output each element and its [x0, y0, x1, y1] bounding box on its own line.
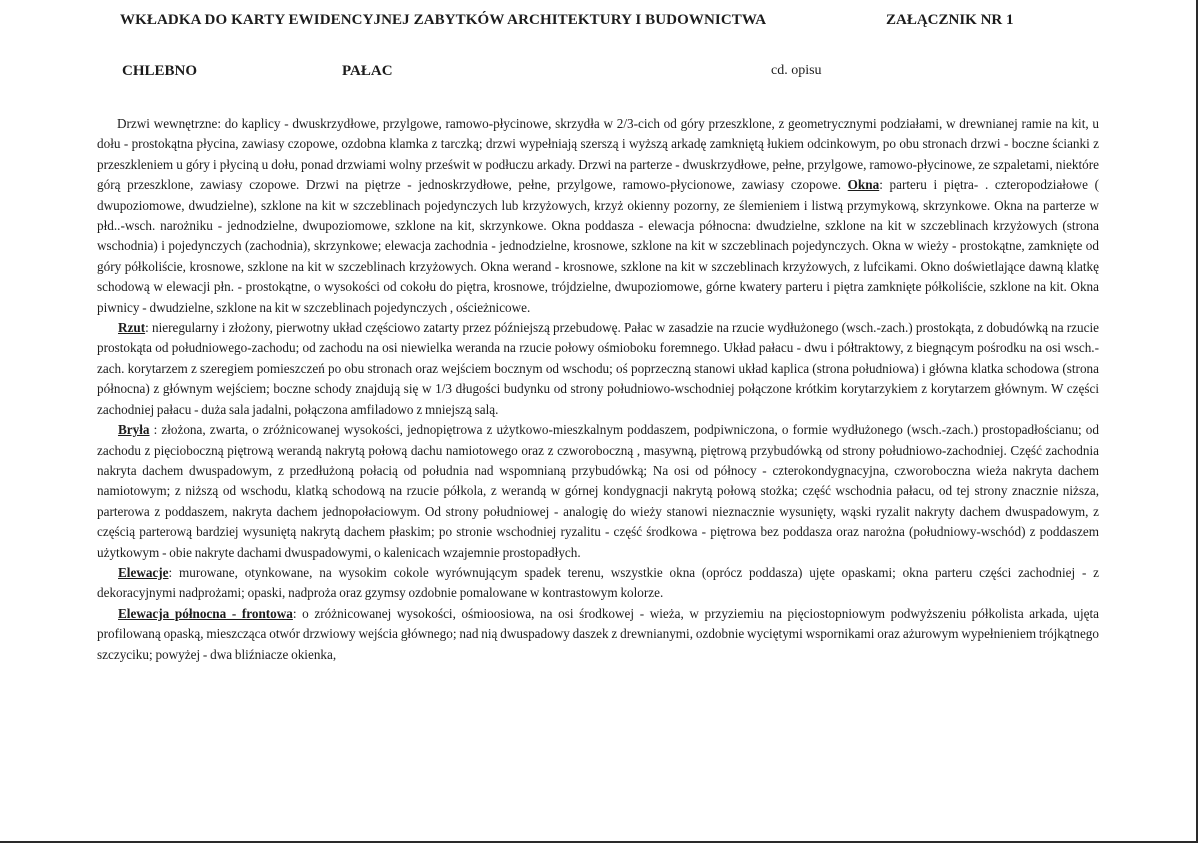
continuation-note: cd. opisu	[771, 63, 822, 78]
annex-label: ZAŁĄCZNIK NR 1	[886, 12, 1014, 28]
paragraph-north-elevation	[97, 604, 1099, 665]
place-name: CHLEBNO	[122, 63, 198, 79]
section-heading-plan: Rzut	[118, 320, 146, 336]
paragraph-text: : nieregularny i złożony, pierwotny układ częściowo zatarty przez późniejszą przebudowę. Pałac w zasadzie na rzucie wydłużonego (wsch.-zach.) prostokąta, z dobudówką na rzucie prostokąta od południowego-zachodu; od zachodu na osi niewielka weranda na rzucie połowy ośmioboku foremnego. Układ pałacu - dwu i półtraktowy, z biegnącym pośrodku na osi wsch.-zach. korytarzem z szeregiem pomieszczeń po obu stronach oraz wejściem bocznym od wschodu; oś poprzeczną stanowi układ kaplica (strona południowa) i główna klatka schodowa (strona północna) z głównym wejściem; boczne schody znajdują się w 1/3 długości budynku od strony południowo-wschodniej połączone krótkim korytarzykiem z korytarzem głównym. W części zachodniej pałacu - duża sala jadalni, połączona amfiladowo z mniejszą salą.	[97, 320, 1099, 417]
paragraph-massing	[97, 420, 1099, 563]
paragraph-text: Drzwi wewnętrzne: do kaplicy - dwuskrzydłowe, przylgowe, ramowo-płycinowe, skrzydła w 2/3-cich od góry przeszklone, z geometrycznymi podziałami, w drewnianej ramie na kit, u dołu - prostokątna płycina, zawiasy czopowe, ozdobna klamka z tarczką; drzwi wypełniają szerszą i wyższą arkadę zamkniętą łukiem odcinkowym, po obu stronach drzwi - boczne ścianki z przeszkleniem u góry i płyciną u dołu, ponad drzwiami wolny prześwit w podłuczu arkady. Drzwi na parterze - dwuskrzydłowe, pełne, przylgowe, ramowo-płycinowe, ze szpaletami, niektóre górą przeszklone, zawiasy czopowe. Drzwi na piętrze - jednoskrzydłowe, pełne, przylgowe, ramowo-płycionowe, zawiasy czopowe.	[97, 116, 1099, 193]
section-heading-massing: Bryła	[118, 422, 150, 438]
paragraph-text: : parteru i piętra- . czteropodziałowe ( dwupoziomowe, dwudzielne), szklone na kit w szczeblinach pojedynczych lub krzyżowych, krzyż okienny pozorny, ze ślemieniem i listwą przymykową, skrzynkowe. Okna na parterze w płd..-wsch. narożniku - jednodzielne, dwupoziomowe, szklone na kit, skrzynkowe. Okna poddasza - elewacja północna: dwudzielne, szklone na kit w szczeblinach krzyżowych (strona wschodnia) i pojedynczych (zachodnia), skrzynkowe; elewacja zachodnia - jednodzielne, krosnowe, szklone na kit w szczeblinach pojedynczych. Okna w wieży - prostokątne, zamknięte od góry półkoliście, krosnowe, szklone na kit w szczeblinach krzyżowych. Okna werand - krosnowe, szklone na kit w szczeblinach krzyżowych, z lufcikami. Okno doświetlające dawną klatkę schodową w elewacji płn. - prostokątne, o wysokości od cokołu do piętra, krosnowe, trójdzielne, dwupoziomowe, górne kwatery parteru i piętra zamknięte półkoliście, szklone na kit. Okna piwnicy - dwudzielne, szklone na kit w szczeblinach pojedynczych , ościeżnicowe.	[97, 177, 1099, 315]
paragraph-text: : murowane, otynkowane, na wysokim cokole wyrównującym spadek terenu, wszystkie okna (oprócz poddasza) ujęte opaskami; okna parteru części zachodniej - z dekoracyjnymi nadprożami; opaski, nadproża oraz gzymsy ozdobnie pomalowane w kontrastowym kolorze.	[97, 564, 1099, 601]
paragraph-doors-windows	[97, 114, 1099, 318]
section-heading-north-elevation: Elewacja północna - frontowa	[118, 605, 293, 621]
paragraph-elevations	[97, 563, 1099, 604]
section-heading-elevations: Elewacje	[118, 564, 169, 580]
form-title: WKŁADKA DO KARTY EWIDENCYJNEJ ZABYTKÓW ARCHITEKTURY I BUDOWNICTWA	[120, 12, 767, 28]
object-name: PAŁAC	[342, 63, 393, 79]
description-body	[97, 114, 1099, 665]
section-heading-windows: Okna	[847, 177, 880, 193]
paragraph-text: : złożona, zwarta, o zróżnicowanej wysokości, jednopiętrowa z użytkowo-mieszkalnym poddaszem, podpiwniczona, o formie wydłużonego (wsch.-zach.) prostopadłościanu; od zachodu z pięcioboczną piętrową werandą nakrytą połową dachu namiotowego oraz z czworoboczną , masywną, piętrową przybudówką od strony południowo-zachodniej. Część zachodnia nakryta dachem dwuspadowym, z przedłużoną połacią od południa nad wspomnianą przybudówką; Na osi od północy - czterokondygnacyjna, czworoboczna wieża nakryta dachem namiotowym; z niższą od wschodu, klatką schodową na rzucie półkola, z werandą w górnej kondygnacji nakrytą połową stożka; część wschodnia pałacu, od tej strony znacznie niższa, parterowa z poddaszem, nakryta dachem jednopołaciowym. Od strony południowej - analogię do wieży stanowi nieznacznie wysunięty, wąski ryzalit nakryty dachem dwuspadowym, z częścią parterową bardziej wysuniętą nakrytą dachem płaskim; po stronie wschodniej ryzalitu - część środkowa - piętrowa bez poddasza oraz narożna (południowy-wschód) z poddaszem użytkowym - obie nakryte dachami dwuspadowymi, o kalenicach wzajemnie prostopadłych.	[97, 422, 1099, 560]
paragraph-text: : o zróżnicowanej wysokości, ośmioosiowa, na osi środkowej - wieża, w przyziemiu na pięciostopniowym podwyższeniu półkolista arkada, ujęta profilowaną opaską, mieszcząca otwór drzwiowy wejścia głównego; nad nią dwuspadowy daszek z drewnianymi, ozdobnie wyciętymi wspornikami oraz ażurowym wypełnieniem trójkątnego szczyciku; powyżej - dwa bliźniacze okienka,	[97, 605, 1099, 662]
paragraph-plan	[97, 318, 1099, 420]
